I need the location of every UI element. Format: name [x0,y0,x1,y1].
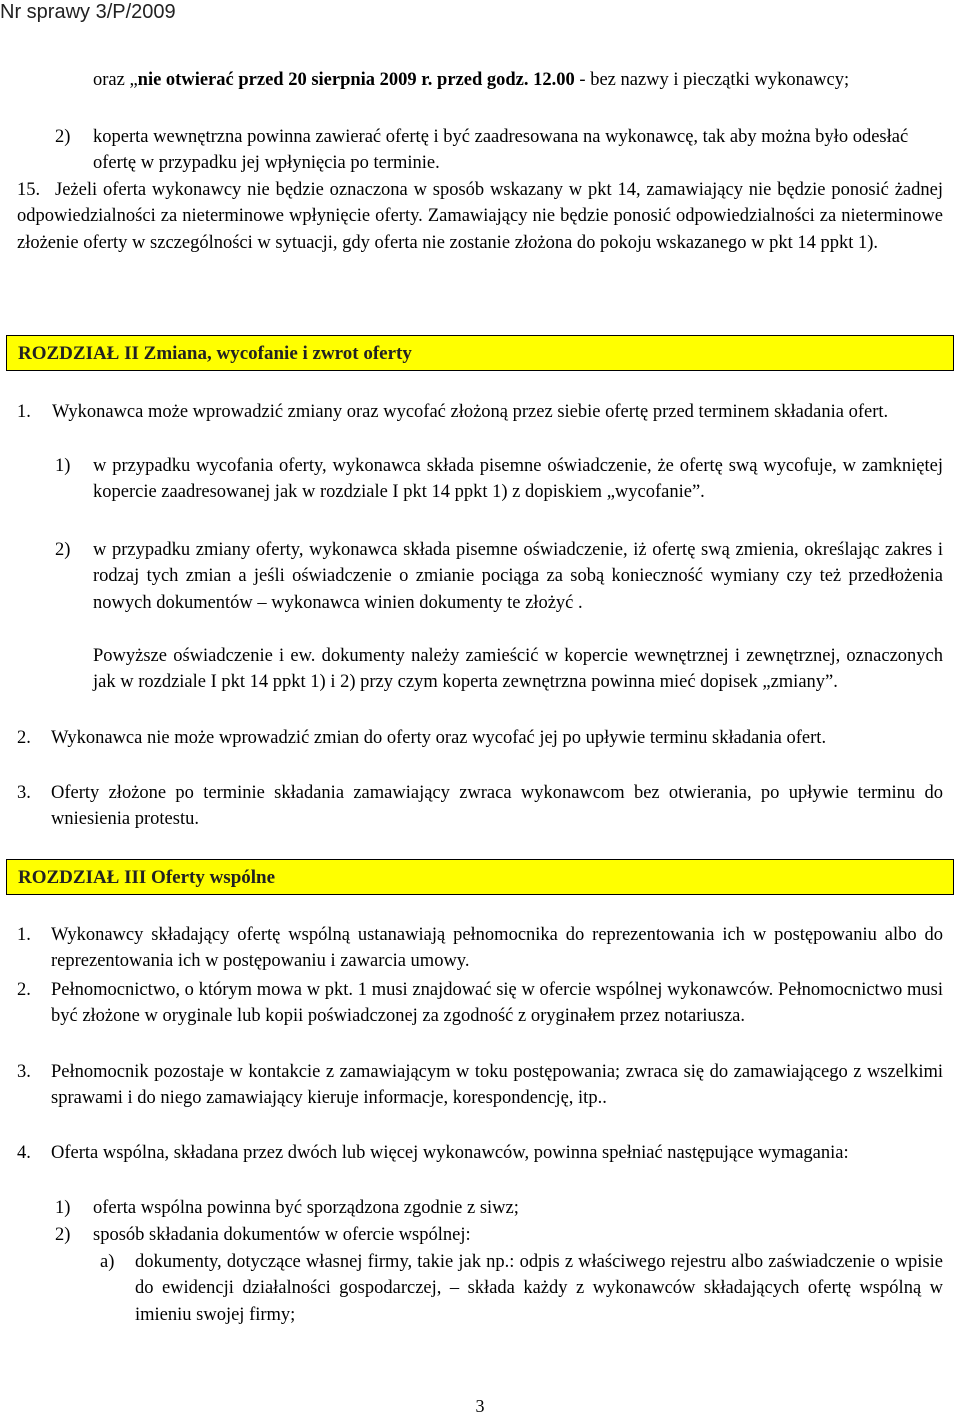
s2-s2-continuation: Powyższe oświadczenie i ew. dokumenty należy zamieścić w kopercie wewnętrznej i zewnętrznej, oznaczonych jak w rozdziale I pkt 14 ppkt 1) i 2) przy czym koperta zewnętrzna powinna mieć dopisek „zmiany”. [93,646,943,693]
intro-suffix: - bez nazwy i pieczątki wykonawcy; [574,70,850,90]
item-15-text [17,177,943,256]
s2-p2-number: 2. [17,728,31,748]
s2-p1-text [17,399,943,425]
case-number-header: Nr sprawy 3/P/2009 [0,1,176,23]
s3-p3-number: 3. [17,1062,31,1082]
s2-p3-text: Oferty złożone po terminie składania zamawiający zwraca wykonawcom bez otwierania, po upływie terminu do wniesienia protestu. [51,783,943,830]
s2-p3-number: 3. [17,783,31,803]
intro-paragraph [93,67,945,93]
item-2-number: 2) [55,127,71,147]
section-2-heading [6,335,954,371]
item-15-number: 15. [17,180,41,200]
s3-p2-number: 2. [17,980,31,1000]
s3-r2-number: 2) [55,1225,71,1245]
s2-p1-number: 1. [17,402,31,422]
s2-s1-number: 1) [55,456,71,476]
s3-p4-number: 4. [17,1143,31,1163]
intro-bold: nie otwierać przed 20 sierpnia 2009 r. przed godz. 12.00 [137,70,575,90]
s3-r1-number: 1) [55,1198,71,1218]
item-2-text: koperta wewnętrzna powinna zawierać ofertę i być zaadresowana na wykonawcę, tak aby można było odesłać ofertę w przypadku jej wpłynięcia po terminie. [93,127,909,174]
item-15-body: Jeżeli oferta wykonawcy nie będzie oznaczona w sposób wskazany w pkt 14, zamawiający nie będzie ponosić żadnej odpowiedzialności za nieterminowe wpłynięcie oferty. Zamawiający nie będzie ponosić odpowiedzialności za nieterminowe złożenie oferty w szczególności w sytuacji, gdy oferta nie zostanie złożona do pokoju wskazanego w pkt 14 ppkt 1). [17,180,943,253]
page-number: 3 [475,1396,485,1416]
s2-s1-text: w przypadku wycofania oferty, wykonawca składa pisemne oświadczenie, że ofertę swą wycofuje, w zamkniętej kopercie zaadresowanej jak w rozdziale I pkt 14 ppkt 1) z dopiskiem „wycofanie”. [93,456,943,503]
s3-p1-number: 1. [17,925,31,945]
s2-s2-text: w przypadku zmiany oferty, wykonawca składa pisemne oświadczenie, iż ofertę swą zmienia, określając zakres i rodzaj tych zmian a jeśli oświadczenie o zmianie pociąga za sobą konieczność wymiany czy też przedłożenia nowych dokumentów – wykonawca winien dokumenty te złożyć . [93,540,943,613]
section-3-title: ROZDZIAŁ III Oferty wspólne [18,867,276,888]
s3-r2-text: sposób składania dokumentów w ofercie wspólnej: [93,1225,471,1245]
section-3-heading [6,859,954,895]
s3-p1-text: Wykonawcy składający ofertę wspólną ustanawiają pełnomocnika do reprezentowania ich w postępowaniu albo do reprezentowania ich w postępowaniu i zawarcia umowy. [51,925,943,972]
intro-prefix: oraz „ [93,70,138,90]
s3-ra-number: a) [100,1252,115,1272]
s3-ra-text: dokumenty, dotyczące własnej firmy, takie jak np.: odpis z właściwego rejestru albo zaświadczenie o wpisie do ewidencji działalności gospodarczej, – składa każdy z wykonawców składających ofertę wspólną w imieniu swojej firmy; [135,1252,943,1325]
s3-p3-text: Pełnomocnik pozostaje w kontakcie z zamawiającym w toku postępowania; zwraca się do zamawiającego z wszelkimi sprawami i do niego zamawiający kieruje informacje, korespondencję, itp.. [51,1062,943,1109]
s3-r1-text: oferta wspólna powinna być sporządzona zgodnie z siwz; [93,1198,519,1218]
s3-p4-text: Oferta wspólna, składana przez dwóch lub więcej wykonawców, powinna spełniać następujące wymagania: [51,1143,849,1163]
s2-p2-text: Wykonawca nie może wprowadzić zmian do oferty oraz wycofać jej po upływie terminu składania ofert. [51,728,827,748]
s3-p2-text: Pełnomocnictwo, o którym mowa w pkt. 1 musi znajdować się w ofercie wspólnej wykonawców. Pełnomocnictwo musi być złożone w oryginale lub kopii poświadczonej za zgodność z oryginałem przez notariusza. [51,980,943,1027]
s2-s2-number: 2) [55,540,71,560]
s2-p1-body: Wykonawca może wprowadzić zmiany oraz wycofać złożoną przez siebie ofertę przed terminem składania ofert. [52,402,889,422]
section-2-title: ROZDZIAŁ II Zmiana, wycofanie i zwrot oferty [18,343,412,364]
